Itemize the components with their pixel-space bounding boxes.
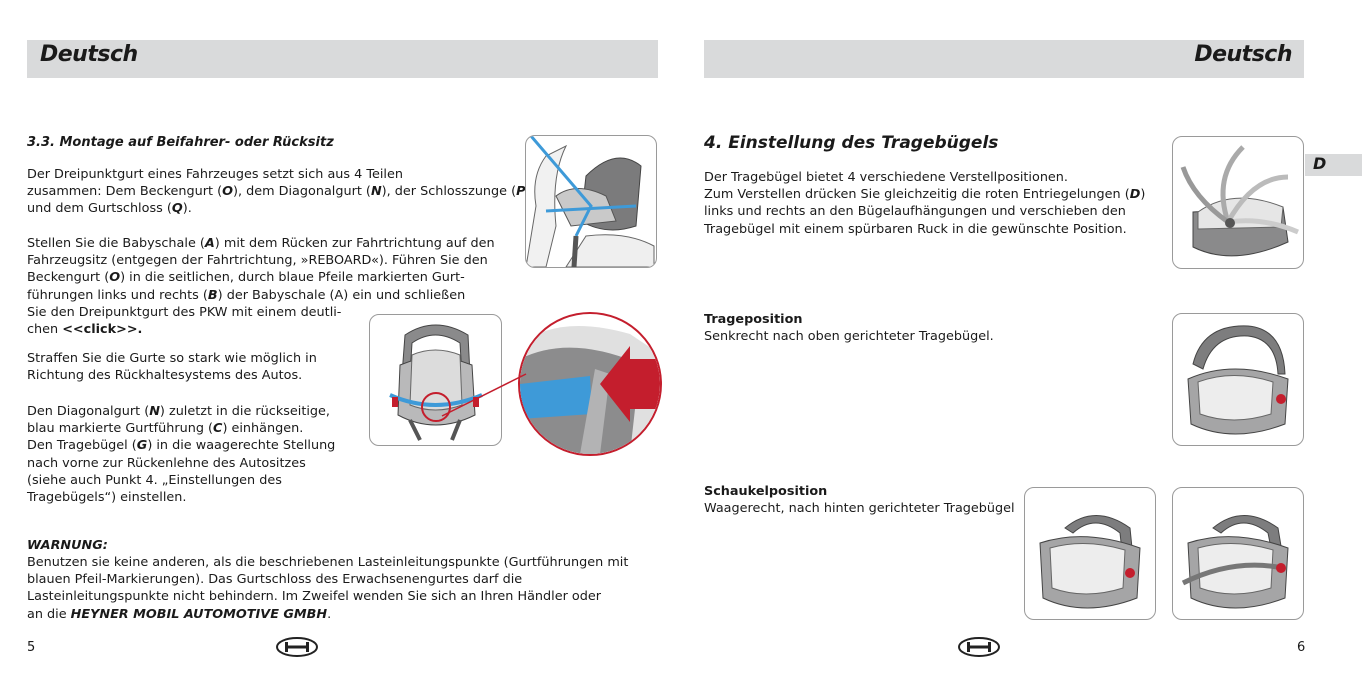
left-paragraph-1: Der Dreipunktgurt eines Fahrzeuges setzt sich aus 4 Teilen zusammen: Dem Beckengurt (O), dem Diagonalgurt (N), der Schlosszunge (P und dem Gurtschloss (Q). bbox=[27, 167, 526, 217]
car-seat-belt-illustration bbox=[525, 135, 657, 268]
heyner-logo-icon bbox=[958, 637, 1000, 657]
rocking-position-illustration-1 bbox=[1024, 487, 1156, 620]
trage-title: Trageposition bbox=[704, 312, 803, 327]
zoom-connector-line bbox=[440, 370, 530, 420]
left-paragraph-2: Stellen Sie die Babyschale (A) mit dem Rücken zur Fahrtrichtung auf den Fahrzeugsitz (entgegen der Fahrtrichtung, »REBOARD«). Führen Sie den Beckengurt (O) in die seitlichen, durch blaue Pfeile markierten Gurt- führungen links und rechts (B) der Babyschale (A) ein und schließen Sie den Dreipunktgurt des PKW mit einem deutli- chen <<click>>. bbox=[27, 236, 495, 338]
heyner-logo-icon bbox=[276, 637, 318, 657]
left-page-number: 5 bbox=[27, 640, 36, 655]
schaukel-text: Waagerecht, nach hinten gerichteter Tragebügel bbox=[704, 501, 1015, 516]
right-paragraph-1: Der Tragebügel bietet 4 verschiedene Verstellpositionen. Zum Verstellen drücken Sie gleichzeitig die roten Entriegelungen (D) links und rechts an den Bügelaufhängungen und verschieben den Tragebügel mit einem spürbaren Ruck in die gewünschte Position. bbox=[704, 170, 1146, 237]
right-header-title: Deutsch bbox=[1194, 42, 1292, 67]
carry-position-illustration bbox=[1172, 313, 1304, 446]
right-page-number: 6 bbox=[1297, 640, 1306, 655]
warning-text: Benutzen sie keine anderen, als die beschriebenen Lasteinleitungspunkte (Gurtführungen mit blauen Pfeil-Markierungen). Das Gurtschloss des Erwachsenengurtes darf die Lasteinleitungspunkte nicht behindern. Im Zweifel wenden Sie sich an Ihren Händler oder an die HEYNER MOBIL AUTOMOTIVE GMBH. bbox=[27, 555, 629, 622]
schaukel-title: Schaukelposition bbox=[704, 484, 828, 499]
language-tab-label: D bbox=[1313, 154, 1327, 173]
belt-guide-zoom-illustration bbox=[518, 312, 662, 456]
language-tab bbox=[1305, 154, 1362, 176]
trage-text: Senkrecht nach oben gerichteter Tragebügel. bbox=[704, 329, 994, 344]
left-paragraph-3: Straffen Sie die Gurte so stark wie möglich in Richtung des Rückhaltesystems des Autos. bbox=[27, 351, 317, 384]
warning-title: WARNUNG: bbox=[27, 538, 108, 553]
left-header-title: Deutsch bbox=[40, 42, 138, 67]
left-section-title: 3.3. Montage auf Beifahrer- oder Rücksitz bbox=[27, 135, 334, 150]
right-header-bar bbox=[704, 40, 1304, 78]
left-paragraph-4: Den Diagonalgurt (N) zuletzt in die rückseitige, blau markierte Gurtführung (C) einhängen. Den Tragebügel (G) in die waagerechte Stellung nach vorne zur Rückenlehne des Autositzes (siehe auch Punkt 4. „Einstellungen des Tragebügels“) einstellen. bbox=[27, 404, 336, 506]
rocking-position-illustration-2 bbox=[1172, 487, 1304, 620]
left-header-bar bbox=[27, 40, 658, 78]
handle-positions-illustration bbox=[1172, 136, 1304, 269]
right-section-title: 4. Einstellung des Tragebügels bbox=[704, 133, 999, 153]
